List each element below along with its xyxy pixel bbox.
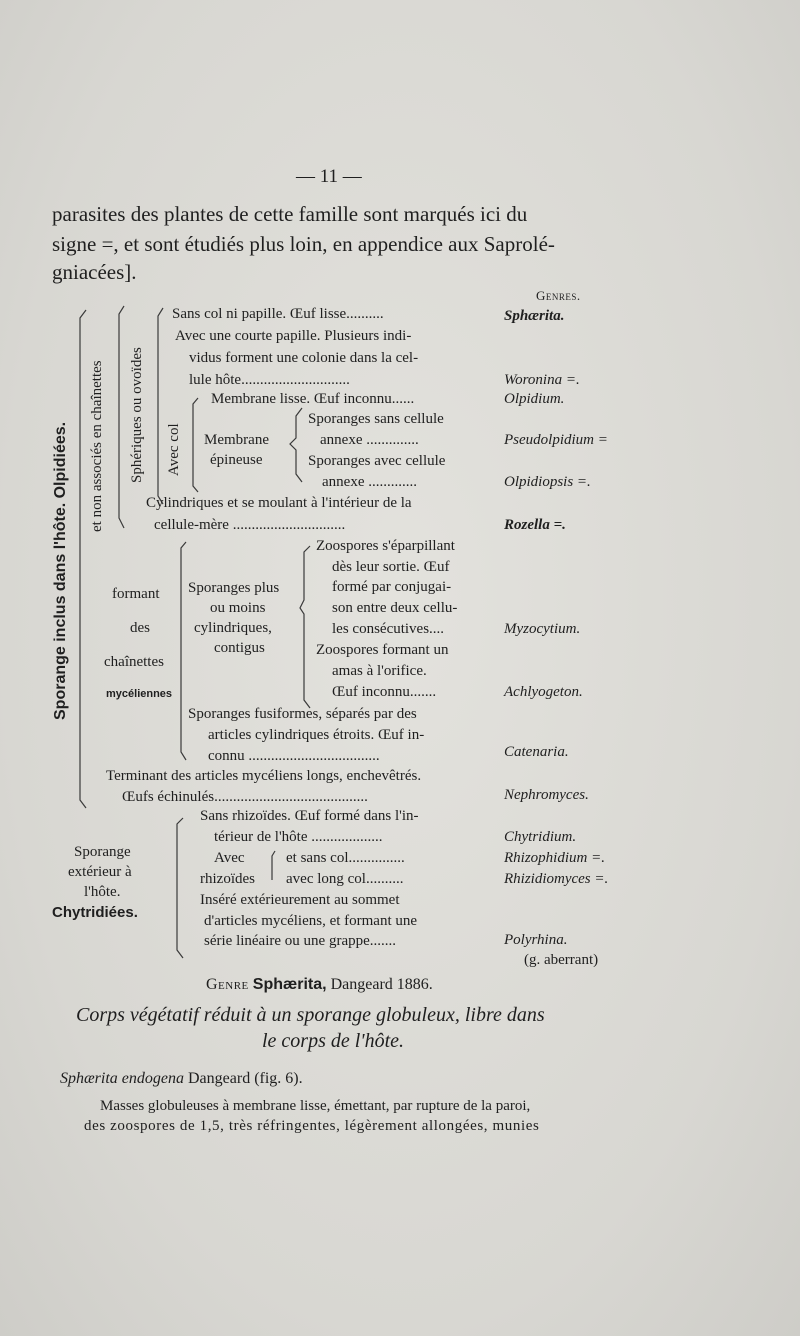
chainettes-label: chaînettes xyxy=(104,654,164,670)
key-row: Sans col ni papille. Œuf lisse.......... xyxy=(172,306,384,322)
key-row: d'articles mycéliens, et formant une xyxy=(204,913,418,929)
key-row: vidus forment une colonie dans la cel- xyxy=(189,350,419,366)
key-row: son entre deux cellu- xyxy=(332,600,458,616)
avec-rhizoides-label: Avec xyxy=(214,850,245,866)
key-row: annexe ............. xyxy=(322,474,417,490)
chainettes-label: mycéliennes xyxy=(106,688,173,700)
key-row: les consécutives.... xyxy=(332,621,445,637)
page-number: — 11 — xyxy=(296,166,362,187)
non-associes-label: et non associés en chaînettes xyxy=(89,360,105,532)
genus-name: Pseudolpidium = xyxy=(504,432,608,448)
sporanges-plus-label: ou moins xyxy=(210,600,266,616)
genus-name: Catenaria. xyxy=(504,744,569,760)
key-row: articles cylindriques étroits. Œuf in- xyxy=(208,727,425,743)
membrane-epineuse-label: Membrane xyxy=(204,432,269,448)
genus-name: Olpidium. xyxy=(504,391,565,407)
genus-name: Chytridium. xyxy=(504,829,577,845)
olpidiees-label: Sporange inclus dans l'hôte. Olpidiées. xyxy=(52,421,69,720)
key-row: Zoospores s'éparpillant xyxy=(316,538,455,554)
genus-name: Myzocytium. xyxy=(504,621,581,637)
sporanges-plus-label: Sporanges plus xyxy=(188,580,280,596)
key-row: Cylindriques et se moulant à l'intérieur de la xyxy=(146,495,412,511)
intro-line: signe =, et sont étudiés plus loin, en appendice aux Saprolé- xyxy=(52,232,555,256)
chainettes-label: formant xyxy=(112,586,160,602)
avec-col-label: Avec col xyxy=(166,423,182,476)
key-row: et sans col............... xyxy=(286,850,405,866)
chytridiees-label: Chytridiées. xyxy=(52,904,138,921)
species-heading: Sphærita endogena Dangeard (fig. 6). xyxy=(60,1070,303,1087)
intro-line: gniacées]. xyxy=(52,260,137,284)
avec-rhizoides-label: rhizoïdes xyxy=(200,871,255,887)
key-row: Sporanges fusiformes, séparés par des xyxy=(188,706,417,722)
genus-name: Woronina =. xyxy=(504,372,580,388)
genus-name: Olpidiopsis =. xyxy=(504,474,591,490)
genus-name: Polyrhina. xyxy=(504,932,568,948)
key-row: cellule-mère .............................. xyxy=(154,517,346,533)
key-row: Sporanges avec cellule xyxy=(308,453,446,469)
key-row: Inséré extérieurement au sommet xyxy=(200,892,400,908)
species-desc: Masses globuleuses à membrane lisse, émettant, par rupture de la paroi, xyxy=(100,1098,531,1114)
key-row: Œuf inconnu....... xyxy=(332,684,437,700)
key-row: lule hôte............................. xyxy=(189,372,350,388)
key-row: série linéaire ou une grappe....... xyxy=(204,933,397,949)
intro-line: parasites des plantes de cette famille sont marqués ici du xyxy=(52,202,528,226)
membrane-epineuse-label: épineuse xyxy=(210,452,263,468)
key-row: Sporanges sans cellule xyxy=(308,411,444,427)
diagnosis: le corps de l'hôte. xyxy=(262,1030,405,1052)
chytridiees-label: extérieur à xyxy=(68,864,132,880)
key-row: dès leur sortie. Œuf xyxy=(332,559,450,575)
key-row: Avec une courte papille. Plusieurs indi- xyxy=(175,328,412,344)
key-row: Terminant des articles mycéliens longs, enchevêtrés. xyxy=(106,768,422,784)
key-row: Sans rhizoïdes. Œuf formé dans l'in- xyxy=(200,808,419,824)
genus-name: Rozella =. xyxy=(504,517,566,533)
key-row: Œufs échinulés......................................... xyxy=(122,789,368,805)
chainettes-label: des xyxy=(130,620,150,636)
key-row: amas à l'orifice. xyxy=(332,663,427,679)
genus-name: Sphærita. xyxy=(504,308,565,324)
key-row: avec long col.......... xyxy=(286,871,404,887)
spheriques-label: Sphériques ou ovoïdes xyxy=(129,347,145,483)
sporanges-plus-label: cylindriques, xyxy=(194,620,272,636)
species-desc: des zoospores de 1,5, très réfringentes, légèrement allongées, munies xyxy=(84,1118,540,1134)
key-row: Zoospores formant un xyxy=(316,642,449,658)
genre-heading: Genre Sphærita, Dangeard 1886. xyxy=(206,976,433,993)
genus-name: Rhizophidium =. xyxy=(504,850,605,866)
chytridiees-label: l'hôte. xyxy=(84,884,121,900)
genus-name: Rhizidiomyces =. xyxy=(504,871,609,887)
genres-header: Genres. xyxy=(536,288,581,303)
diagnosis: Corps végétatif réduit à un sporange globuleux, libre dans xyxy=(76,1004,545,1026)
sporanges-plus-label: contigus xyxy=(214,640,265,656)
genus-name: Nephromyces. xyxy=(504,787,589,803)
key-row: formé par conjugai- xyxy=(332,579,452,595)
key-row: térieur de l'hôte ................... xyxy=(214,829,383,845)
chytridiees-label: Sporange xyxy=(74,844,131,860)
key-row: connu ................................... xyxy=(208,748,380,764)
genus-name: Achlyogeton. xyxy=(504,684,583,700)
genus-note: (g. aberrant) xyxy=(524,952,599,968)
key-row: annexe .............. xyxy=(320,432,419,448)
key-row: Membrane lisse. Œuf inconnu...... xyxy=(211,391,415,407)
